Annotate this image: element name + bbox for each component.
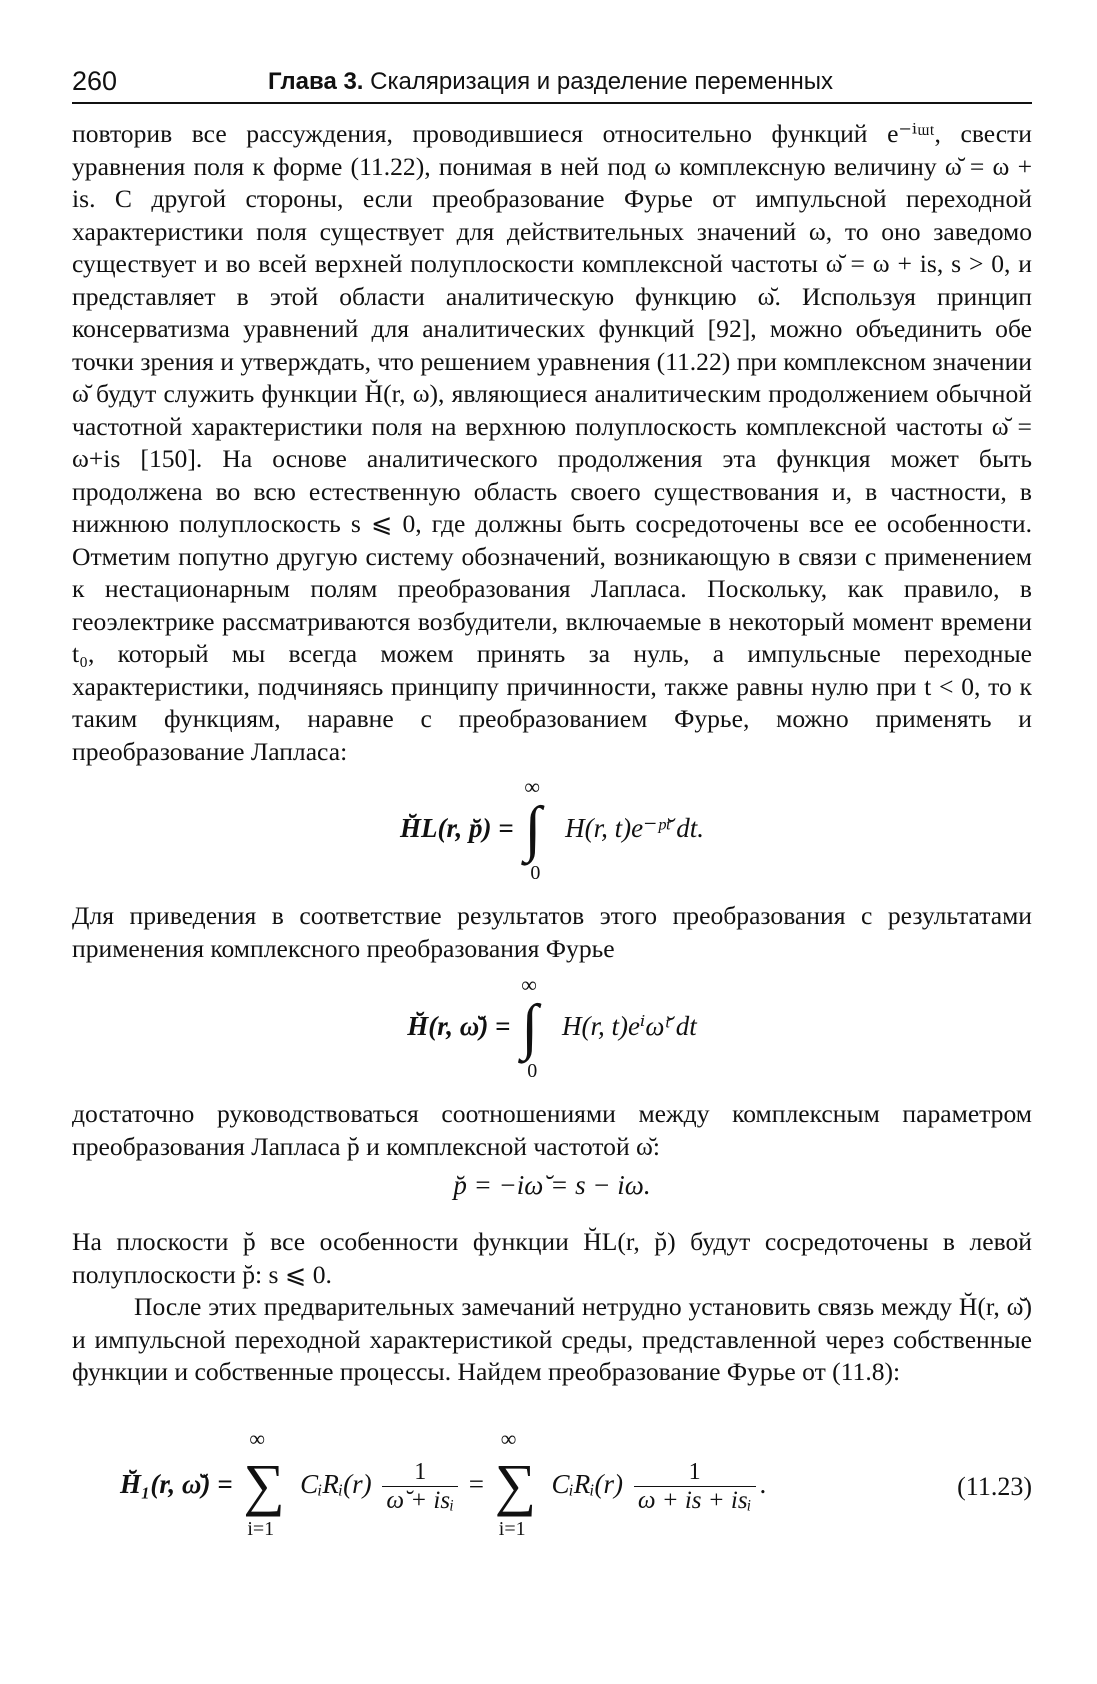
fraction-2-denominator: ω + is + isᵢ [637,1487,752,1514]
laplace-lhs: H̆L(r, p̆) = [399,813,514,844]
integral-sign [520,776,558,886]
fraction-1 [382,1459,458,1515]
paragraph-5: После этих предварительных замечаний нетрудно установить связь между H̆(r, ω̆) и импульсной переходной характеристикой среды, представленной через собственные функции и собственные процессы. Найдем преобразование Фурье от (11.8): [72,1292,1032,1386]
fourier-integrand: H(r, t)eⁱω̆ᵗ dt [561,1011,697,1042]
eq-lhs: H̆₁(r, ω̆) = [120,1469,233,1500]
chapter-name: Скаляризация и разделение переменных [370,68,833,95]
paragraph-3: достаточно руководствоваться соотношениями между комплексным параметром преобразования Лапласа p̆ и комплексной частотой ω̆: [72,1099,1032,1161]
integral-upper-limit: ∞ [521,972,537,997]
integral-upper-limit: ∞ [524,774,541,799]
laplace-integrand: H(r, t)e⁻ᵖ̆ᵗ dt. [565,813,705,844]
page-number: 260 [72,66,118,96]
eq-term-1: CᵢRᵢ(r) [300,1469,372,1500]
paragraph-4: На плоскости p̆ все особенности функции H̆L(r, p̆) будут сосредоточены в левой полуплоскости p̆: s ⩽ 0. [72,1227,1032,1289]
sum-sign [491,1426,545,1542]
fourier-transform-formula [72,974,1032,1084]
paragraph-2: Для приведения в соответствие результатов этого преобразования с результатами применения комплексного преобразования Фурье [72,901,1032,963]
running-header [72,62,1032,104]
equation-11-23 [72,1426,1032,1542]
fraction-1-denominator: ω̆ + isᵢ [386,1487,455,1514]
fraction-2 [634,1459,756,1515]
equation-number: (11.23) [957,1472,1032,1501]
sigma-symbol-icon: ∑ [494,1452,537,1517]
integral-sign [517,974,555,1084]
sum-lower-limit: i=1 [247,1518,275,1540]
sum-upper-limit: ∞ [500,1426,517,1451]
chapter-title [268,68,833,96]
laplace-transform-formula [72,776,1032,886]
eq-equals: = [468,1469,485,1500]
sum-sign [239,1426,293,1542]
paragraph-1: повторив все рассуждения, проводившиеся относительно функций e⁻ⁱᵚᵗ, свести уравнения поля к форме (11.22), понимая в ней под ω комплексную величину ω̆ = ω + is. С другой стороны, если преобразование Фурье от импульсной переходной характеристики поля существует для действительных значений ω, то оно заведомо существует и во всей верхней полуплоскости комплексной частоты ω̆ = ω + is, s > 0, и представляет в этой области аналитическую функцию ω̆. Используя принцип консерватизма уравнений для аналитических функций [92], можно объединить обе точки зрения и утверждать, что решением уравнения (11.22) при комплексном значении ω̆ будут служить функции H̆(r, ω), являющиеся аналитическим продолжением обычной частотной характеристики поля на верхнюю полуплоскость комплексной частоты ω̆ = ω+is [150]. На основе аналитического продолжения эта функция может быть продолжена во всю естественную область своего существования и, в частности, в нижнюю полуплоскость s ⩽ 0, где должны быть сосредоточены все ее особенности. Отметим попутно другую систему обозначений, возникающую в связи с применением к нестационарным полям преобразования Лапласа. Поскольку, как правило, в геоэлектрике рассматриваются возбудители, включаемые в некоторый момент времени t₀, который мы всегда можем принять за нуль, а импульсные переходные характеристики, подчиняясь принципу причинности, также равны нулю при t < 0, то к таким функциям, наравне с преобразованием Фурье, можно применять и преобразование Лапласа: [72,119,1032,766]
integral-symbol-icon: ∫ [521,993,539,1061]
sum-upper-limit: ∞ [249,1426,266,1451]
fraction-2-numerator: 1 [634,1459,756,1487]
eq-period: . [759,1469,767,1500]
sigma-symbol-icon: ∑ [243,1452,285,1517]
eq-term-2: CᵢRᵢ(r) [551,1469,624,1500]
integral-lower-limit: 0 [527,1060,538,1082]
fourier-lhs: H̆(r, ω̆) = [407,1011,511,1042]
relation-formula [72,1170,1032,1201]
integral-symbol-icon: ∫ [524,795,542,863]
chapter-label: Глава 3. [268,68,364,95]
integral-lower-limit: 0 [530,862,541,884]
sum-lower-limit: i=1 [498,1518,526,1540]
fraction-1-numerator: 1 [382,1459,458,1487]
relation-text: p̆ = −iω̆ = s − iω. [453,1170,651,1200]
